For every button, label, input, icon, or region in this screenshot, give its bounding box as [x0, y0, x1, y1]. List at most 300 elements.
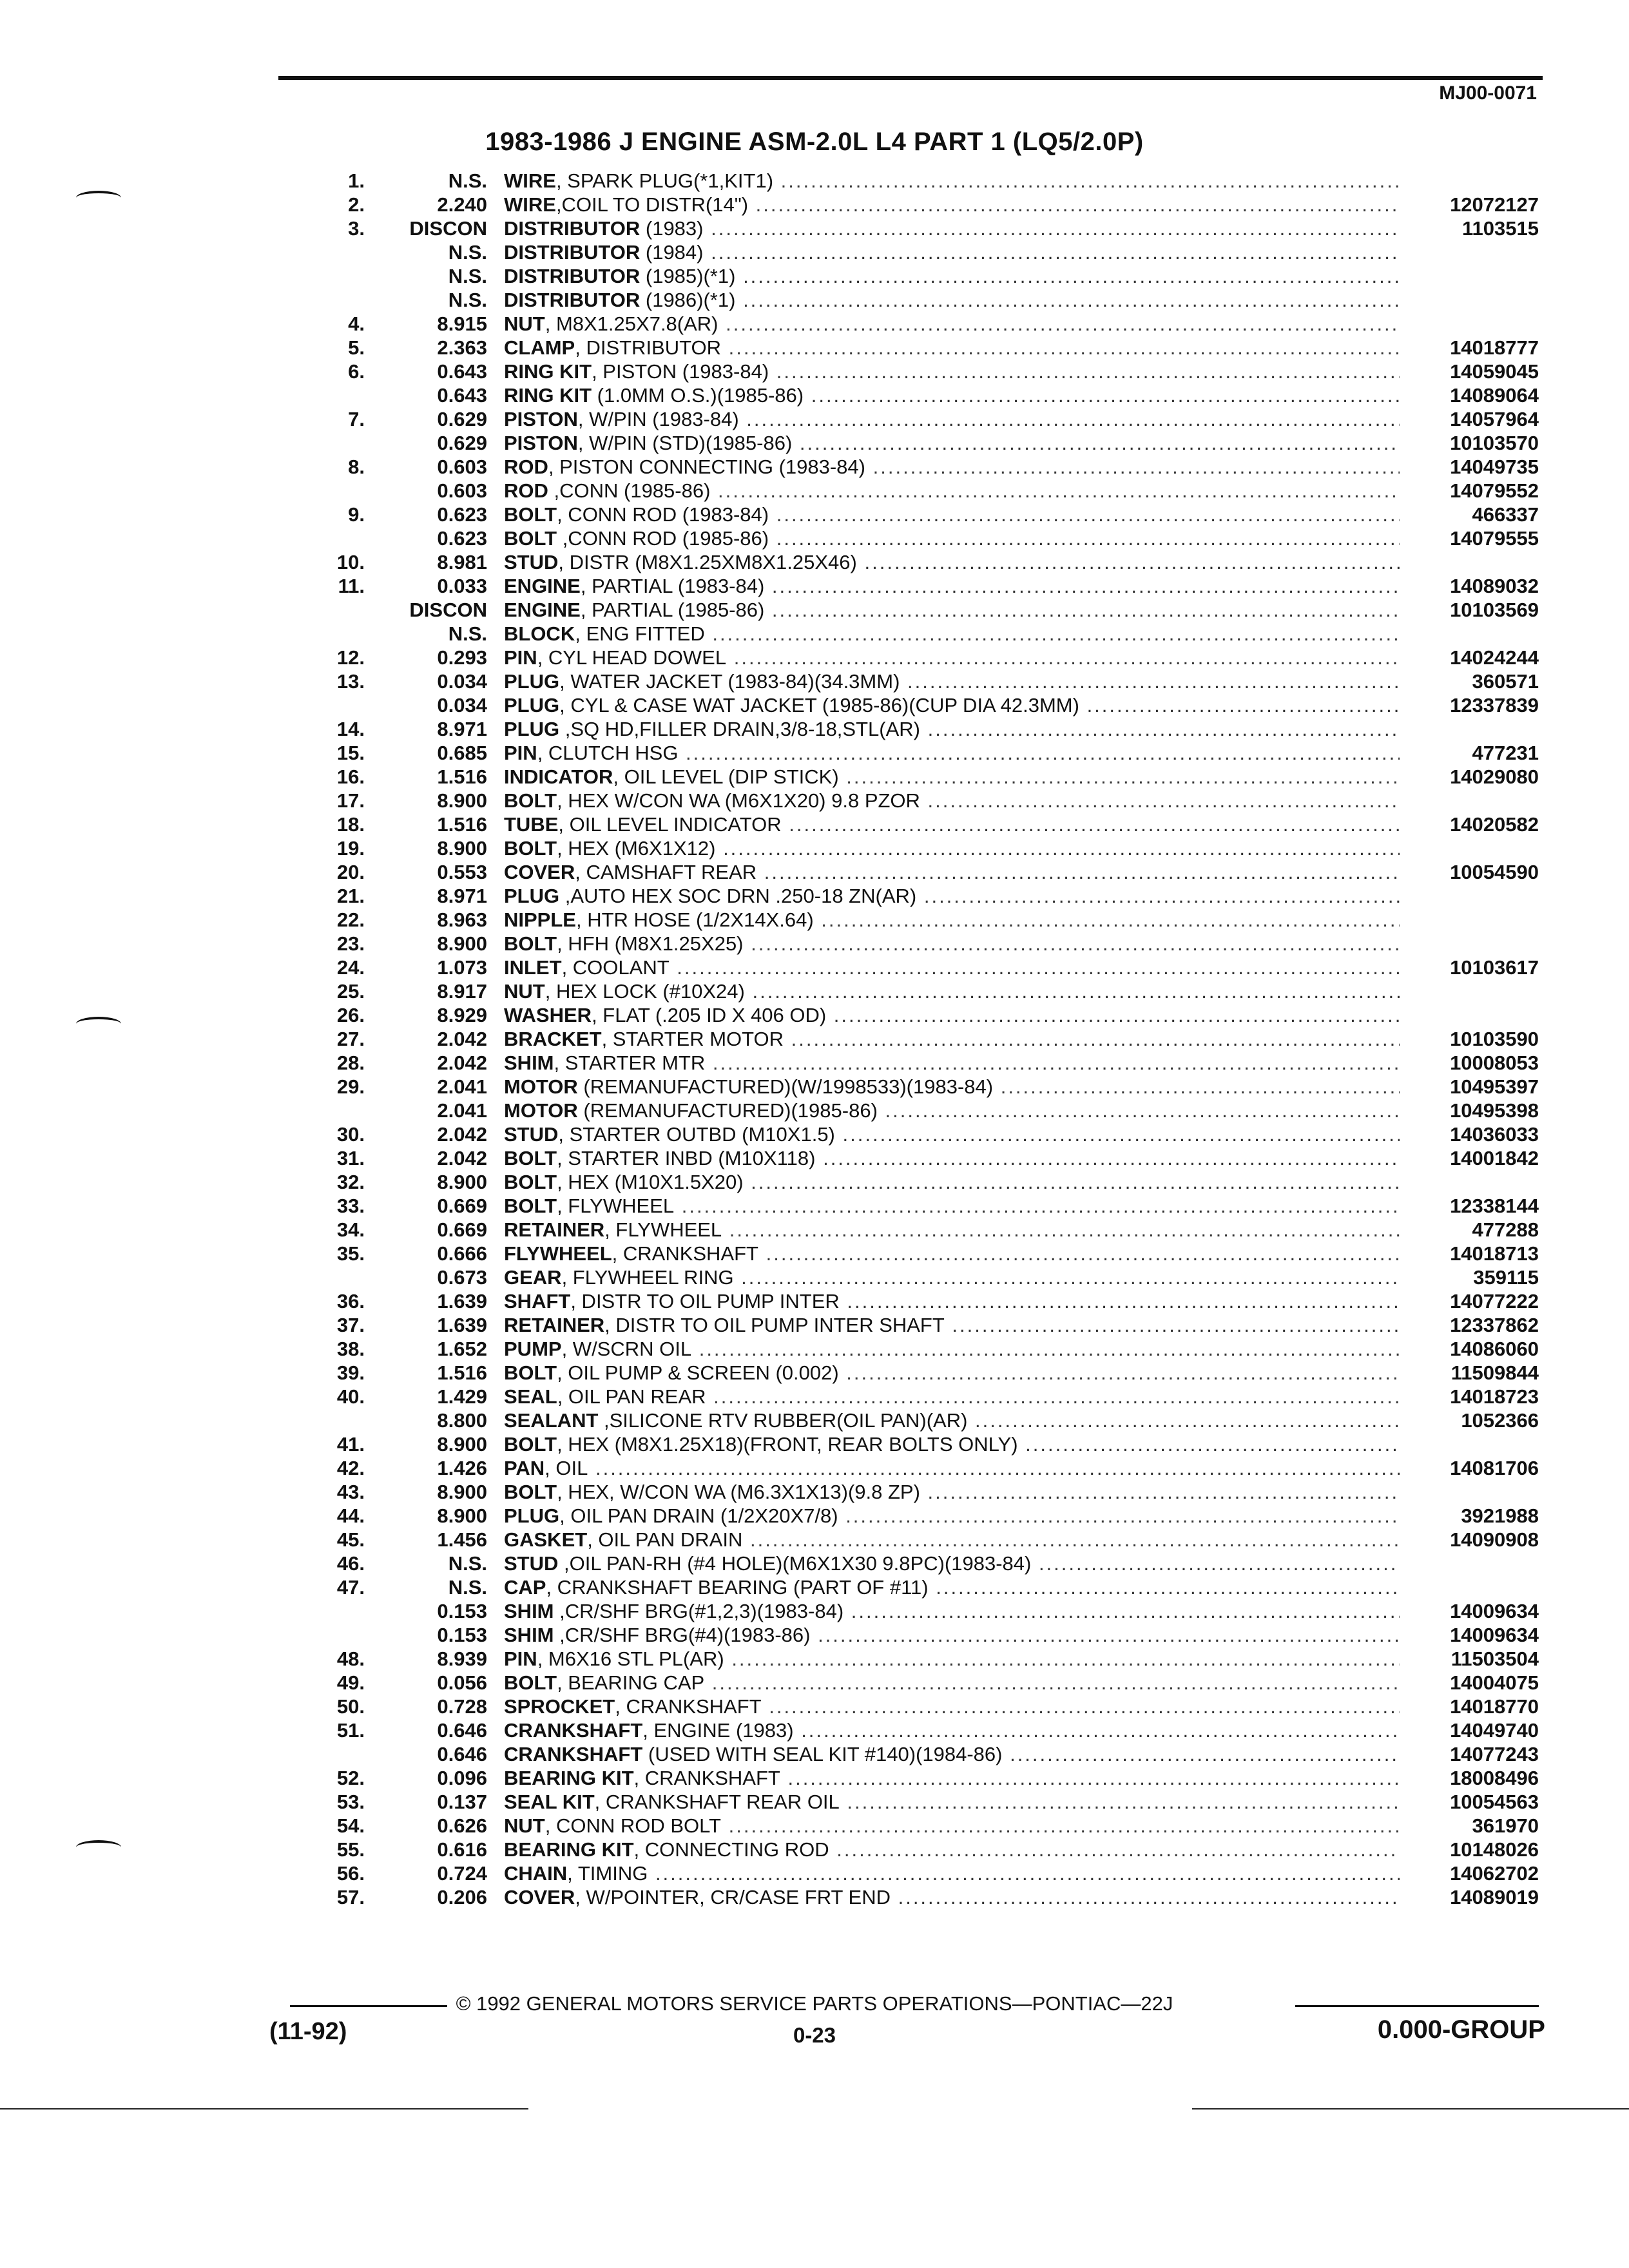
- parts-row: [0, 860, 1629, 884]
- part-detail: , CLUTCH HSG: [537, 742, 679, 764]
- part-detail: , HEX (M8X1.25X18)(FRONT, REAR BOLTS ONLY): [557, 1433, 1018, 1456]
- part-number: 14009634: [1450, 1624, 1539, 1646]
- parts-row: [0, 1385, 1629, 1408]
- parts-row: [0, 550, 1629, 574]
- part-number: 14090908: [1450, 1528, 1539, 1551]
- part-number: 3921988: [1461, 1504, 1539, 1527]
- group-number: 0.206: [437, 1886, 487, 1908]
- part-description: [504, 932, 1400, 956]
- part-number: 10103570: [1450, 432, 1539, 454]
- part-name: NUT: [504, 312, 545, 335]
- part-name: STUD: [504, 1552, 559, 1575]
- group-number: N.S.: [448, 289, 487, 311]
- part-detail: , CONN ROD BOLT: [545, 1814, 721, 1837]
- parts-row: [0, 1122, 1629, 1146]
- part-description: [504, 1170, 1400, 1194]
- part-description: [504, 1742, 1400, 1766]
- part-description: [504, 1003, 1400, 1027]
- part-number: 14018713: [1450, 1242, 1539, 1265]
- parts-row: [0, 1575, 1629, 1599]
- group-number: 1.652: [437, 1338, 487, 1360]
- item-number: 17.: [336, 789, 365, 812]
- part-description: [504, 312, 1400, 336]
- part-number: 14029080: [1450, 765, 1539, 788]
- group-number: 8.900: [437, 1433, 487, 1456]
- part-description: [504, 1504, 1400, 1528]
- part-name: GASKET: [504, 1528, 588, 1551]
- group-number: 0.666: [437, 1242, 487, 1265]
- group-number: 8.917: [437, 980, 487, 1003]
- part-detail: ,CONN (1985-86): [548, 479, 711, 502]
- part-description: [504, 1766, 1400, 1790]
- parts-row: [0, 741, 1629, 765]
- parts-row: [0, 312, 1629, 336]
- part-name: NUT: [504, 980, 545, 1003]
- part-detail: , FLYWHEEL: [557, 1195, 675, 1217]
- item-number: 47.: [336, 1576, 365, 1599]
- group-number: 0.137: [437, 1791, 487, 1813]
- part-description: [504, 360, 1400, 383]
- part-number: 11509844: [1451, 1361, 1539, 1384]
- parts-row: [0, 669, 1629, 693]
- part-number: 14077222: [1450, 1290, 1539, 1312]
- part-description: [504, 1528, 1400, 1552]
- part-description: [504, 669, 1400, 693]
- parts-row: [0, 240, 1629, 264]
- part-description: [504, 1671, 1400, 1695]
- item-number: 56.: [336, 1862, 365, 1885]
- part-detail: , FLAT (.205 ID X 406 OD): [592, 1004, 827, 1026]
- part-detail: , HTR HOSE (1/2X14X.64): [575, 908, 814, 931]
- item-number: 7.: [348, 408, 365, 430]
- part-description: [504, 622, 1400, 646]
- part-detail: , FLYWHEEL RING: [561, 1266, 734, 1289]
- part-number: 10054590: [1450, 861, 1539, 883]
- item-number: 41.: [336, 1433, 365, 1456]
- part-description: [504, 1838, 1400, 1861]
- part-name: CHAIN: [504, 1862, 568, 1885]
- part-description: [504, 693, 1400, 717]
- part-detail: , CAMSHAFT REAR: [575, 861, 757, 883]
- scan-edge-rule: [0, 2108, 528, 2109]
- part-name: DISTRIBUTOR: [504, 289, 641, 311]
- part-description: [504, 264, 1400, 288]
- parts-row: [0, 908, 1629, 932]
- part-description: [504, 1194, 1400, 1218]
- part-description: [504, 169, 1400, 193]
- group-number: 0.669: [437, 1195, 487, 1217]
- group-number: 1.639: [437, 1290, 487, 1312]
- header-rule: [278, 76, 1543, 80]
- part-number: 14024244: [1450, 646, 1539, 669]
- part-detail: , CYL HEAD DOWEL: [537, 646, 727, 669]
- item-number: 4.: [348, 312, 365, 335]
- part-detail: , FLYWHEEL: [604, 1218, 722, 1241]
- part-description: [504, 1647, 1400, 1671]
- item-number: 12.: [336, 646, 365, 669]
- group-number: N.S.: [448, 1552, 487, 1575]
- part-detail: , W/PIN (STD)(1985-86): [577, 432, 793, 454]
- part-name: PISTON: [504, 432, 578, 454]
- group-number: 0.603: [437, 479, 487, 502]
- part-description: [504, 1265, 1400, 1289]
- group-number: 8.929: [437, 1004, 487, 1026]
- part-detail: (USED WITH SEAL KIT #140)(1984-86): [642, 1743, 1003, 1765]
- part-name: WASHER: [504, 1004, 592, 1026]
- group-number: 0.153: [437, 1600, 487, 1622]
- group-number: 0.669: [437, 1218, 487, 1241]
- part-number: 359115: [1473, 1266, 1539, 1289]
- part-number: 14020582: [1450, 813, 1539, 836]
- part-description: [504, 479, 1400, 503]
- item-number: 18.: [336, 813, 365, 836]
- part-number: 10495398: [1450, 1099, 1539, 1122]
- group-number: 0.629: [437, 432, 487, 454]
- part-description: [504, 216, 1400, 240]
- part-name: RING KIT: [504, 360, 592, 383]
- parts-row: [0, 1218, 1629, 1242]
- part-name: STUD: [504, 1123, 559, 1146]
- part-description: [504, 240, 1400, 264]
- part-name: MOTOR: [504, 1075, 578, 1098]
- group-number: 8.900: [437, 1504, 487, 1527]
- group-number: 0.673: [437, 1266, 487, 1289]
- part-detail: (1986)(*1): [640, 289, 736, 311]
- part-detail: , W/SCRN OIL: [561, 1338, 692, 1360]
- part-name: RETAINER: [504, 1314, 605, 1336]
- part-name: PIN: [504, 742, 537, 764]
- item-number: 27.: [336, 1028, 365, 1050]
- part-number: 10495397: [1450, 1075, 1539, 1098]
- part-detail: ,SILICONE RTV RUBBER(OIL PAN)(AR): [598, 1409, 968, 1432]
- group-number: 8.939: [437, 1648, 487, 1670]
- part-description: [504, 431, 1400, 455]
- part-detail: , ENG FITTED: [575, 622, 705, 645]
- part-name: PLUG: [504, 718, 560, 740]
- parts-row: [0, 1528, 1629, 1552]
- part-description: [504, 1027, 1400, 1051]
- part-description: [504, 1218, 1400, 1242]
- part-description: [504, 1480, 1400, 1504]
- parts-row: [0, 1242, 1629, 1265]
- group-number: N.S.: [448, 169, 487, 192]
- item-number: 19.: [336, 837, 365, 860]
- part-detail: , ENGINE (1983): [642, 1719, 794, 1742]
- item-number: 5.: [348, 336, 365, 359]
- part-detail: , HEX (M10X1.5X20): [557, 1171, 744, 1193]
- part-number: 477288: [1472, 1218, 1539, 1241]
- part-name: PAN: [504, 1457, 545, 1479]
- part-detail: , W/POINTER, CR/CASE FRT END: [575, 1886, 891, 1908]
- part-name: RETAINER: [504, 1218, 605, 1241]
- item-number: 54.: [336, 1814, 365, 1837]
- group-number: 2.042: [437, 1052, 487, 1074]
- part-number: 12337839: [1450, 694, 1539, 716]
- parts-row: [0, 503, 1629, 526]
- parts-row: [0, 526, 1629, 550]
- item-number: 16.: [336, 765, 365, 788]
- part-name: BOLT: [504, 837, 557, 860]
- part-name: BOLT: [504, 1361, 557, 1384]
- item-number: 13.: [336, 670, 365, 693]
- part-description: [504, 574, 1400, 598]
- parts-row: [0, 1265, 1629, 1289]
- item-number: 34.: [336, 1218, 365, 1241]
- part-detail: , TIMING: [567, 1862, 648, 1885]
- part-name: FLYWHEEL: [504, 1242, 612, 1265]
- part-name: INDICATOR: [504, 765, 613, 788]
- group-number: 1.516: [437, 813, 487, 836]
- part-number: 12337862: [1450, 1314, 1539, 1336]
- item-number: 45.: [336, 1528, 365, 1551]
- parts-row: [0, 956, 1629, 979]
- group-number: 8.971: [437, 885, 487, 907]
- part-description: [504, 789, 1400, 812]
- item-number: 53.: [336, 1791, 365, 1813]
- part-name: WIRE: [504, 169, 556, 192]
- part-description: [504, 1385, 1400, 1408]
- part-description: [504, 1313, 1400, 1337]
- part-name: ENGINE: [504, 575, 581, 597]
- part-number: 1103515: [1462, 217, 1539, 240]
- group-number: 2.240: [437, 193, 487, 216]
- part-detail: , W/PIN (1983-84): [577, 408, 739, 430]
- parts-row: [0, 812, 1629, 836]
- part-number: 14079555: [1450, 527, 1539, 550]
- part-description: [504, 1337, 1400, 1361]
- group-number: 2.042: [437, 1123, 487, 1146]
- parts-row: [0, 1099, 1629, 1122]
- part-detail: , PARTIAL (1985-86): [580, 599, 765, 621]
- part-name: BOLT: [504, 932, 557, 955]
- parts-row: [0, 1361, 1629, 1385]
- part-detail: ,COIL TO DISTR(14"): [555, 193, 749, 216]
- part-name: SEAL KIT: [504, 1791, 595, 1813]
- item-number: 36.: [336, 1290, 365, 1312]
- part-detail: ,CR/SHF BRG(#4)(1983-86): [554, 1624, 811, 1646]
- part-detail: , PISTON CONNECTING (1983-84): [548, 456, 865, 478]
- group-number: 0.293: [437, 646, 487, 669]
- part-description: [504, 336, 1400, 360]
- part-detail: , M6X16 STL PL(AR): [537, 1648, 724, 1670]
- item-number: 1.: [348, 169, 365, 192]
- part-detail: , CONNECTING ROD: [633, 1838, 829, 1861]
- parts-list: [0, 169, 1629, 1909]
- part-number: 14018777: [1450, 336, 1539, 359]
- part-name: PLUG: [504, 670, 560, 693]
- group-number: 1.516: [437, 765, 487, 788]
- copyright-text: © 1992 GENERAL MOTORS SERVICE PARTS OPERATIONS—PONTIAC—22J: [447, 1992, 1182, 2015]
- part-name: CRANKSHAFT: [504, 1743, 643, 1765]
- part-description: [504, 1146, 1400, 1170]
- part-detail: , OIL PAN REAR: [557, 1385, 706, 1408]
- part-detail: , DISTRIBUTOR: [575, 336, 721, 359]
- part-number: 18008496: [1450, 1767, 1539, 1789]
- part-name: BLOCK: [504, 622, 575, 645]
- parts-row: [0, 1075, 1629, 1099]
- part-name: DISTRIBUTOR: [504, 217, 641, 240]
- parts-row: [0, 216, 1629, 240]
- part-description: [504, 1575, 1400, 1599]
- part-name: RING KIT: [504, 384, 592, 407]
- item-number: 15.: [336, 742, 365, 764]
- part-detail: , HEX W/CON WA (M6X1X20) 9.8 PZOR: [557, 789, 920, 812]
- parts-row: [0, 979, 1629, 1003]
- part-number: 11503504: [1451, 1648, 1539, 1670]
- part-description: [504, 812, 1400, 836]
- parts-row: [0, 1861, 1629, 1885]
- part-description: [504, 1790, 1400, 1814]
- parts-row: [0, 1337, 1629, 1361]
- parts-row: [0, 884, 1629, 908]
- part-number: 14057964: [1450, 408, 1539, 430]
- page-number: 0-23: [793, 2023, 836, 2047]
- part-number: 14018723: [1450, 1385, 1539, 1408]
- parts-row: [0, 1456, 1629, 1480]
- part-description: [504, 1432, 1400, 1456]
- part-name: TUBE: [504, 813, 559, 836]
- part-description: [504, 1456, 1400, 1480]
- part-number: 360571: [1472, 670, 1539, 693]
- part-description: [504, 956, 1400, 979]
- parts-row: [0, 789, 1629, 812]
- part-name: COVER: [504, 861, 575, 883]
- parts-row: [0, 360, 1629, 383]
- parts-row: [0, 622, 1629, 646]
- item-number: 24.: [336, 956, 365, 979]
- part-description: [504, 1361, 1400, 1385]
- part-description: [504, 1599, 1400, 1623]
- part-description: [504, 193, 1400, 216]
- parts-row: [0, 1718, 1629, 1742]
- item-number: 2.: [348, 193, 365, 216]
- part-name: CAP: [504, 1576, 546, 1599]
- group-number: 0.724: [437, 1862, 487, 1885]
- part-description: [504, 1695, 1400, 1718]
- part-number: 12338144: [1450, 1195, 1539, 1217]
- parts-row: [0, 1313, 1629, 1337]
- item-number: 51.: [336, 1719, 365, 1742]
- part-description: [504, 1814, 1400, 1838]
- part-number: 14004075: [1450, 1671, 1539, 1694]
- part-detail: , OIL PAN DRAIN: [587, 1528, 743, 1551]
- group-number: 0.623: [437, 527, 487, 550]
- group-number: 0.553: [437, 861, 487, 883]
- part-name: BOLT: [504, 1433, 557, 1456]
- group-number: 2.041: [437, 1075, 487, 1098]
- parts-row: [0, 1790, 1629, 1814]
- part-description: [504, 1718, 1400, 1742]
- parts-row: [0, 1504, 1629, 1528]
- group-code: 0.000-GROUP: [1377, 2015, 1545, 2044]
- group-number: 0.153: [437, 1624, 487, 1646]
- parts-row: [0, 1408, 1629, 1432]
- part-detail: , DISTR TO OIL PUMP INTER: [570, 1290, 840, 1312]
- part-name: CRANKSHAFT: [504, 1719, 643, 1742]
- part-name: PLUG: [504, 1504, 560, 1527]
- part-name: PLUG: [504, 694, 560, 716]
- group-number: 1.639: [437, 1314, 487, 1336]
- part-description: [504, 1122, 1400, 1146]
- part-name: SEAL: [504, 1385, 557, 1408]
- group-number: N.S.: [448, 265, 487, 287]
- part-description: [504, 1623, 1400, 1647]
- part-detail: (1984): [640, 241, 704, 264]
- part-name: PIN: [504, 1648, 537, 1670]
- item-number: 26.: [336, 1004, 365, 1026]
- group-number: 0.643: [437, 360, 487, 383]
- part-name: NIPPLE: [504, 908, 576, 931]
- parts-row: [0, 407, 1629, 431]
- part-description: [504, 836, 1400, 860]
- parts-row: [0, 1623, 1629, 1647]
- parts-row: [0, 264, 1629, 288]
- parts-row: [0, 1194, 1629, 1218]
- part-description: [504, 526, 1400, 550]
- group-number: 0.096: [437, 1767, 487, 1789]
- item-number: 35.: [336, 1242, 365, 1265]
- part-detail: , PARTIAL (1983-84): [580, 575, 765, 597]
- item-number: 32.: [336, 1171, 365, 1193]
- group-number: 0.629: [437, 408, 487, 430]
- part-number: 14009634: [1450, 1600, 1539, 1622]
- group-number: 1.429: [437, 1385, 487, 1408]
- part-detail: , HEX (M6X1X12): [557, 837, 716, 860]
- parts-row: [0, 479, 1629, 503]
- group-number: 8.900: [437, 1481, 487, 1503]
- item-number: 50.: [336, 1695, 365, 1718]
- group-number: 1.456: [437, 1528, 487, 1551]
- item-number: 39.: [336, 1361, 365, 1384]
- part-detail: , CRANKSHAFT: [612, 1242, 758, 1265]
- item-number: 14.: [336, 718, 365, 740]
- part-detail: (REMANUFACTURED)(1985-86): [577, 1099, 878, 1122]
- parts-row: [0, 1695, 1629, 1718]
- part-description: [504, 598, 1400, 622]
- part-number: 10054563: [1450, 1791, 1539, 1813]
- item-number: 29.: [336, 1075, 365, 1098]
- part-detail: , COOLANT: [561, 956, 670, 979]
- item-number: 30.: [336, 1123, 365, 1146]
- group-number: 0.685: [437, 742, 487, 764]
- parts-row: [0, 1146, 1629, 1170]
- part-name: STUD: [504, 551, 559, 573]
- item-number: 23.: [336, 932, 365, 955]
- part-number: 14059045: [1450, 360, 1539, 383]
- part-number: 10103590: [1450, 1028, 1539, 1050]
- part-detail: , DISTR (M8X1.25XM8X1.25X46): [558, 551, 857, 573]
- part-description: [504, 908, 1400, 932]
- item-number: 21.: [336, 885, 365, 907]
- parts-row: [0, 717, 1629, 741]
- part-description: [504, 1242, 1400, 1265]
- group-number: 2.042: [437, 1147, 487, 1169]
- part-number: 14079552: [1450, 479, 1539, 502]
- group-number: 1.426: [437, 1457, 487, 1479]
- part-number: 10103569: [1450, 599, 1539, 621]
- parts-row: [0, 836, 1629, 860]
- parts-row: [0, 765, 1629, 789]
- part-detail: , CRANKSHAFT REAR OIL: [594, 1791, 840, 1813]
- part-description: [504, 860, 1400, 884]
- group-number: 0.646: [437, 1719, 487, 1742]
- parts-row: [0, 1027, 1629, 1051]
- part-detail: , WATER JACKET (1983-84)(34.3MM): [559, 670, 900, 693]
- copyright-line: [0, 1992, 1629, 2015]
- item-number: 49.: [336, 1671, 365, 1694]
- parts-row: [0, 431, 1629, 455]
- parts-row: [0, 1289, 1629, 1313]
